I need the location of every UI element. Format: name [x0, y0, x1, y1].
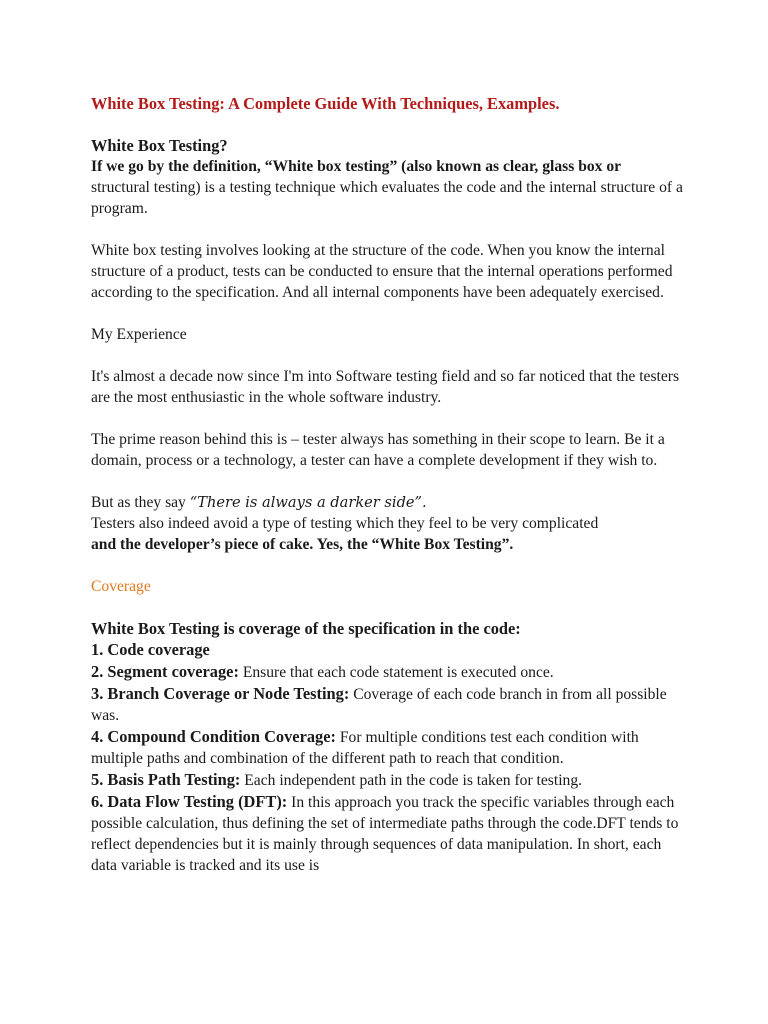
darker-side-paragraph [91, 492, 691, 555]
page-title: White Box Testing: A Complete Guide With Techniques, Examples. [91, 94, 560, 113]
definition-rest: structural testing) is a testing technique which evaluates the code and the internal structure of a program. [91, 179, 683, 217]
list-item [91, 791, 691, 876]
experience-heading: My Experience [91, 326, 187, 343]
coverage-heading: Coverage [91, 578, 151, 595]
darker-side-line-3: and the developer’s piece of cake. Yes, the “White Box Testing”. [91, 536, 514, 553]
list-item-text: Coverage of each code branch in from all possible was. [91, 686, 667, 724]
darker-side-line-2: Testers also indeed avoid a type of testing which they feel to be very complicated [91, 515, 599, 532]
definition-line-1: If we go by the definition, “White box testing” (also known as clear, glass box or [91, 158, 622, 175]
list-item [91, 769, 691, 791]
coverage-intro: White Box Testing is coverage of the specification in the code: [91, 619, 521, 638]
experience-paragraph: It's almost a decade now since I'm into Software testing field and so far noticed that the testers are the most enthusiastic in the whole software industry. [91, 368, 680, 406]
list-item-label: 4. Compound Condition Coverage: [91, 727, 336, 746]
reason-paragraph: The prime reason behind this is – tester always has something in their scope to learn. Be it a domain, process or a technology, a tester can have a complete development if they wish to. [91, 431, 665, 469]
coverage-list [91, 639, 691, 876]
list-item [91, 683, 691, 726]
document-body [91, 93, 691, 876]
darker-side-quote: “There is always a darker side”. [189, 494, 427, 511]
list-item-text: In this approach you track the specific variables through each possible calculation, thus defining the set of intermediate paths through the code.DFT tends to reflect dependencies but it is mainly through sequences of data manipulation. In short, each data variable is tracked and its use is [91, 794, 679, 874]
structure-paragraph: White box testing involves looking at the structure of the code. When you know the internal structure of a product, tests can be conducted to ensure that the internal operations performed according to the specification. And all internal components have been adequately exercised. [91, 242, 673, 301]
list-item-label: 3. Branch Coverage or Node Testing: [91, 684, 350, 703]
definition-paragraph [91, 156, 691, 219]
list-item [91, 661, 691, 683]
list-item [91, 639, 691, 661]
list-item-label: 2. Segment coverage: [91, 662, 239, 681]
list-item [91, 726, 691, 769]
list-item-text: Each independent path in the code is taken for testing. [240, 772, 583, 789]
list-item-label: 6. Data Flow Testing (DFT): [91, 792, 288, 811]
subheading: White Box Testing? [91, 136, 228, 155]
list-item-text: For multiple conditions test each condition with multiple paths and combination of the different path to reach that condition. [91, 729, 639, 767]
list-item-text: Ensure that each code statement is executed once. [238, 664, 554, 681]
list-item-label: 5. Basis Path Testing: [91, 770, 241, 789]
list-item-label: 1. Code coverage [91, 640, 210, 659]
darker-side-lead: But as they say [91, 494, 190, 511]
